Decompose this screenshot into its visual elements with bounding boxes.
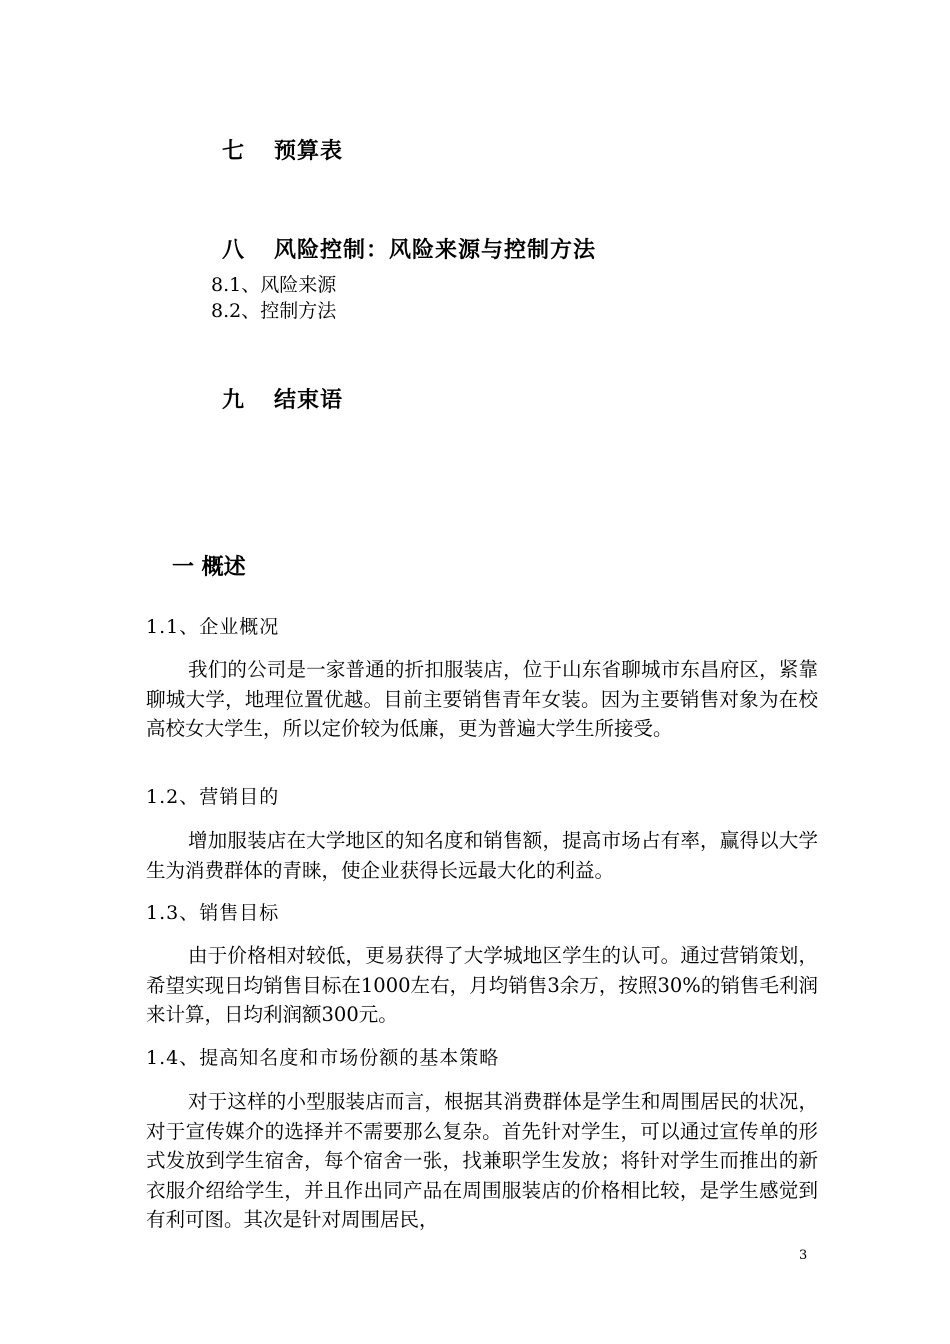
section-title: 一 概述 xyxy=(172,555,246,580)
subsection-text-1-1: 我们的公司是一家普通的折扣服装店，位于山东省聊城市东昌府区，紧靠聊城大学，地理位置优越。目前主要销售青年女装。因为主要销售对象为在校高校女大学生，所以定价较为低廉，更为普遍大学生所接受。 xyxy=(146,658,818,740)
subsection-heading-1-4: 1.4、提高知名度和市场份额的基本策略 xyxy=(146,1047,500,1069)
toc-item-7 xyxy=(222,134,343,165)
toc-item-7-title: 预算表 xyxy=(274,139,344,164)
toc-item-8 xyxy=(222,233,596,264)
toc-item-9-number: 九 xyxy=(222,388,246,413)
toc-item-7-number: 七 xyxy=(222,139,246,164)
toc-item-8-number: 八 xyxy=(222,238,246,263)
toc-item-9-title: 结束语 xyxy=(274,388,344,413)
toc-subitem-8-1: 8.1、风险来源 xyxy=(211,274,337,296)
subsection-text-1-4: 对于这样的小型服装店而言，根据其消费群体是学生和周围居民的状况，对于宣传媒介的选择并不需要那么复杂。首先针对学生，可以通过宣传单的形式发放到学生宿舍，每个宿舍一张，找兼职学生发放；将针对学生而推出的新衣服介绍给学生，并且作出同产品在周围服装店的价格相比较，是学生感觉到有利可图。其次是针对周围居民， xyxy=(146,1090,818,1231)
subsection-heading-1-3: 1.3、销售目标 xyxy=(146,902,280,924)
toc-item-8-title: 风险控制：风险来源与控制方法 xyxy=(274,238,597,263)
subsection-heading-1-2: 1.2、营销目的 xyxy=(146,786,280,808)
page-number: 3 xyxy=(799,1248,808,1263)
subsection-text-1-2: 增加服装店在大学地区的知名度和销售额，提高市场占有率，赢得以大学生为消费群体的青睐，使企业获得长远最大化的利益。 xyxy=(146,829,818,882)
toc-subitem-8-2: 8.2、控制方法 xyxy=(211,300,337,322)
toc-item-9 xyxy=(222,383,343,414)
subsection-text-1-3: 由于价格相对较低，更易获得了大学城地区学生的认可。通过营销策划，希望实现日均销售目标在1000左右，月均销售3余万，按照30%的销售毛利润来计算，日均利润额300元。 xyxy=(146,944,818,1026)
subsection-heading-1-1: 1.1、企业概况 xyxy=(146,616,280,638)
